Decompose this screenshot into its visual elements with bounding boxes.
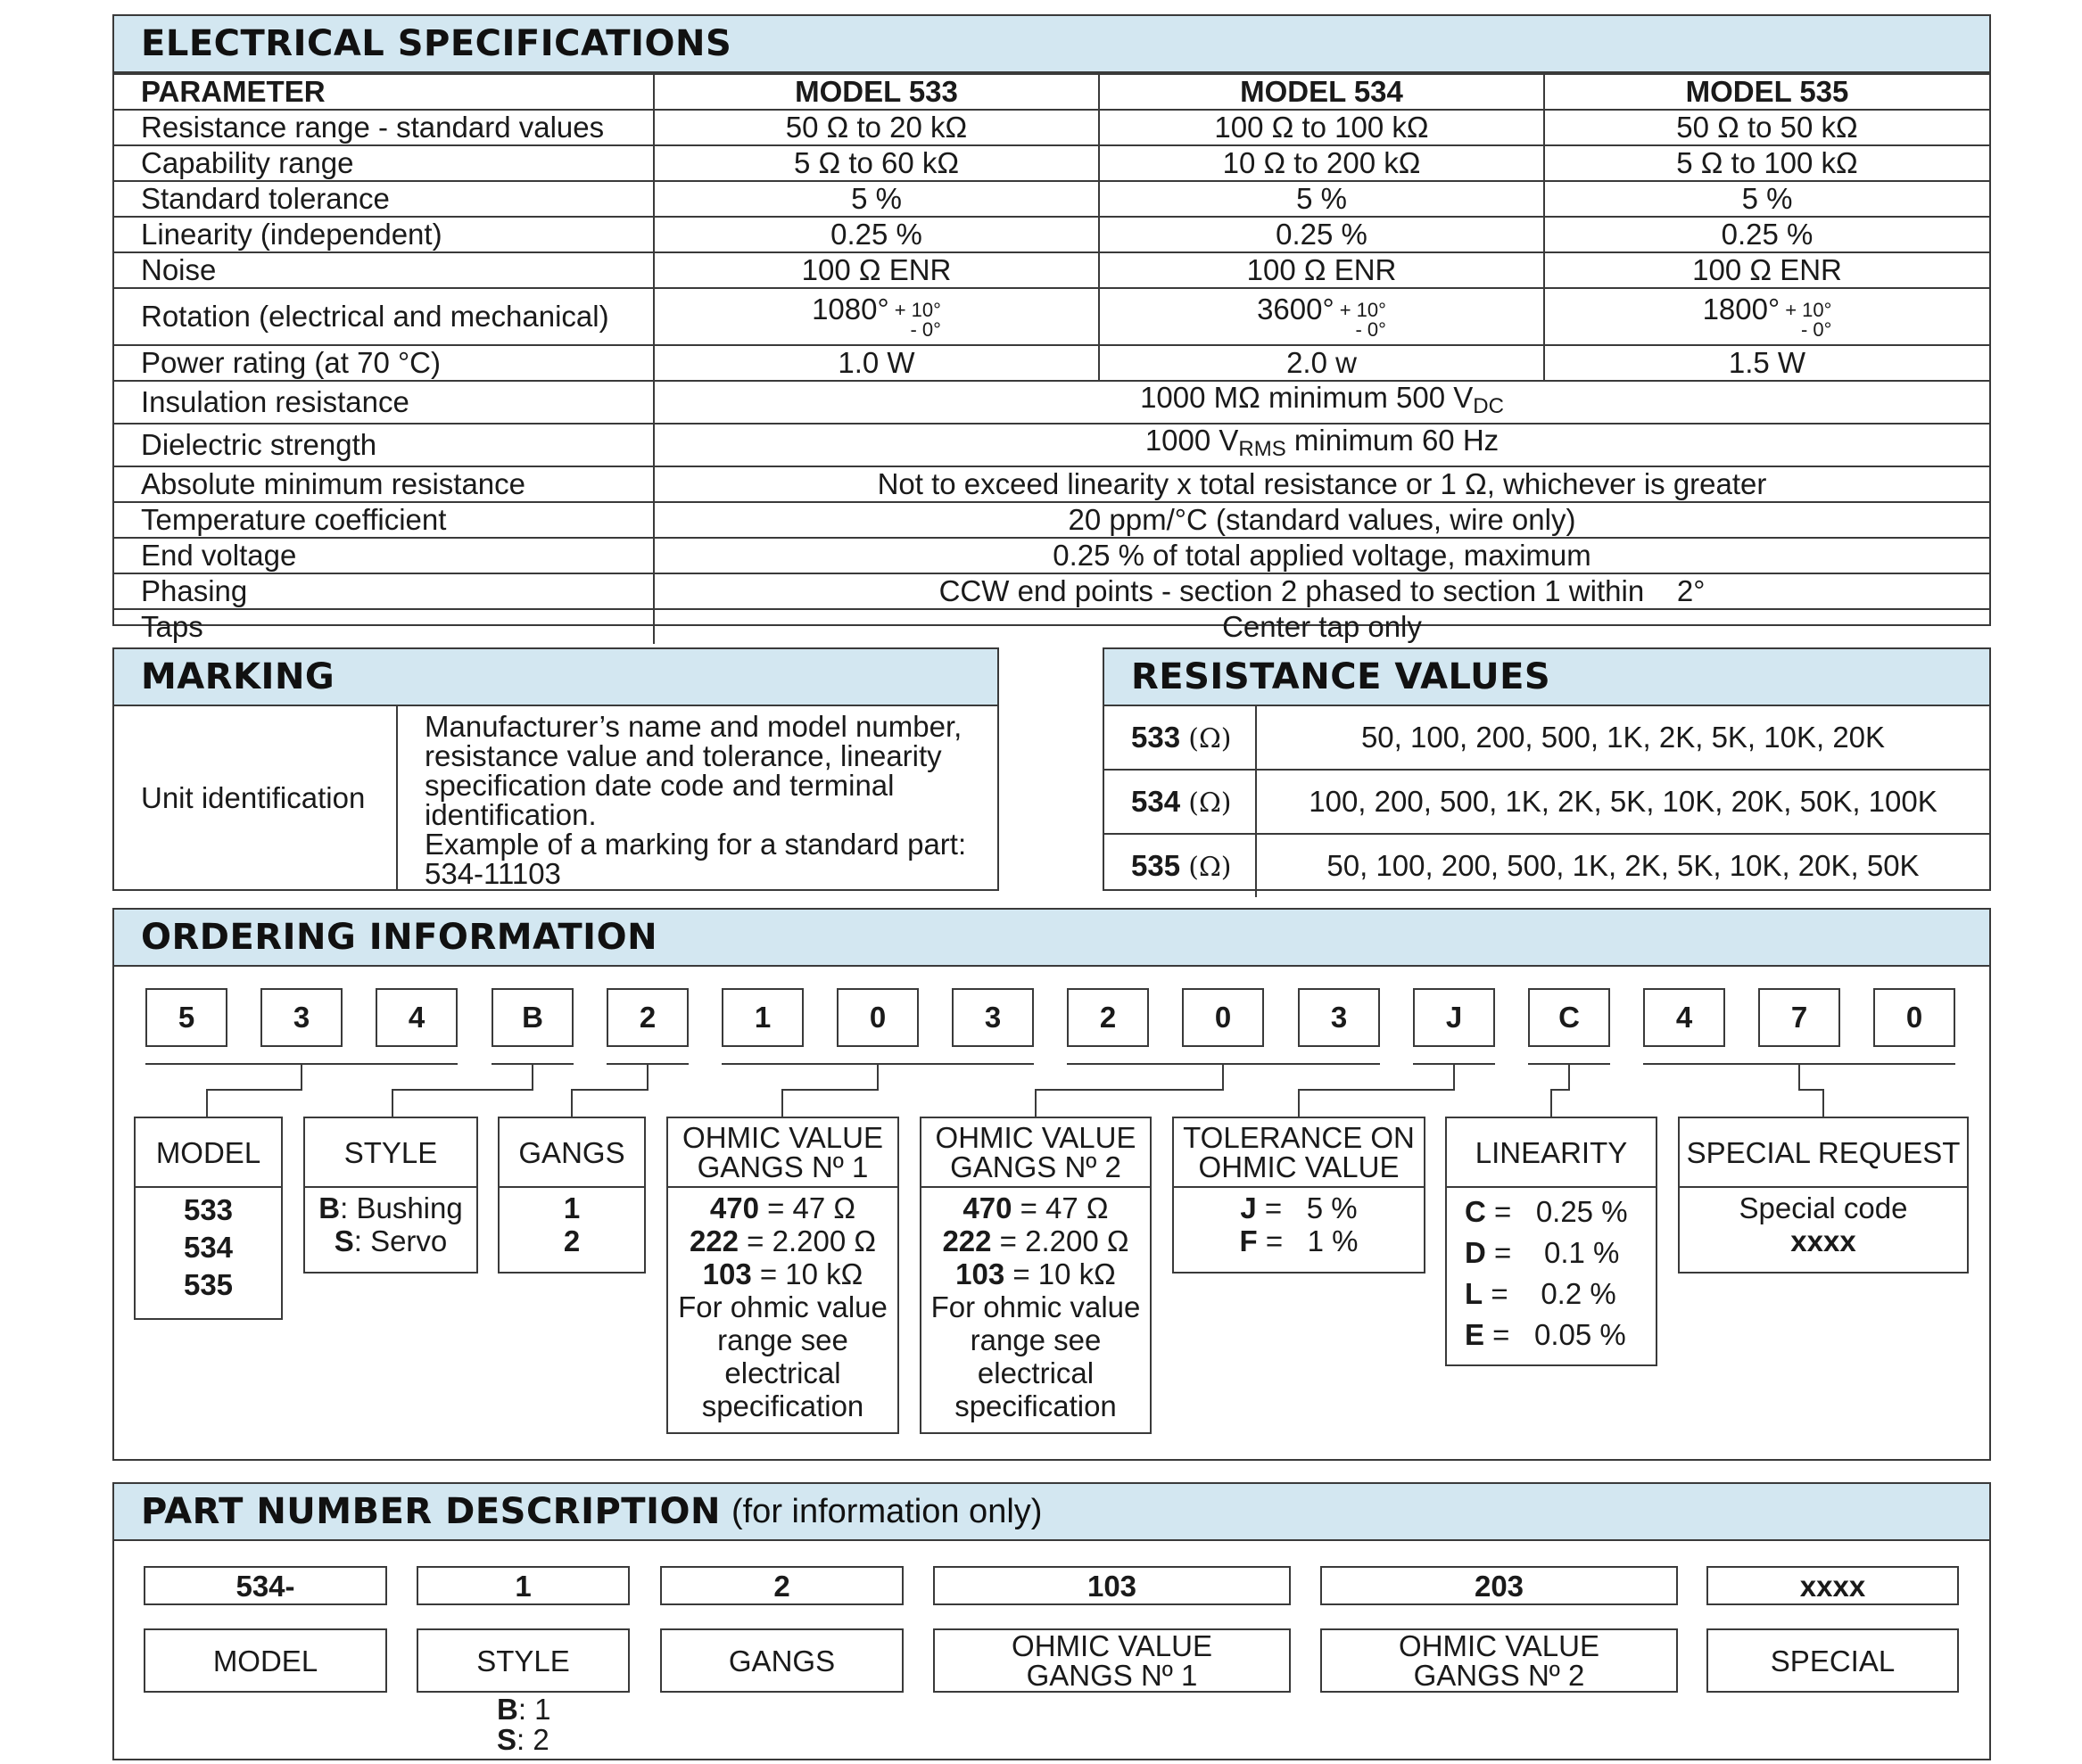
value-cell: 1000 MΩ minimum 500 $V_{DC}$ [654,381,1989,424]
model-cell: 533 (Ω) [1104,706,1256,770]
parameter-cell: Linearity (independent) [114,217,654,252]
ohmic-value-gangs-1-box [666,1117,899,1434]
ohmic-note: specification [954,1389,1117,1422]
tolerance-option: J = 5 % [1240,1191,1358,1224]
tolerance-plus: + 10° [1339,299,1386,321]
section-title: ELECTRICAL SPECIFICATIONS [141,23,732,64]
ohmic-code: 222 = 2.200 Ω [689,1224,877,1257]
section-title: RESISTANCE VALUES [1131,656,1551,697]
parameter-cell: Resistance range - standard values [114,110,654,145]
special-line: Special code [1739,1191,1908,1224]
values-cell: 50, 100, 200, 500, 1K, 2K, 5K, 10K, 20K, 50K [1256,834,1989,897]
part-code-box: 203 [1320,1566,1678,1605]
gangs-option: 2 [563,1224,581,1257]
parameter-cell: Phasing [114,573,654,609]
linearity-option: D = 0.1 % [1465,1236,1620,1269]
tolerance-minus: - 0° [910,318,941,341]
values-cell: 100, 200, 500, 1K, 2K, 5K, 10K, 20K, 50K, 100K [1256,770,1989,834]
marking-line: Example of a marking for a standard part: [425,828,967,861]
part-digit: 3 [1298,988,1380,1047]
gangs-heading: GANGS [500,1118,644,1188]
ohmic-note: For ohmic value [678,1290,888,1323]
part-digit: J [1413,988,1495,1047]
model-box [134,1117,283,1320]
model-cell: 535 (Ω) [1104,834,1256,897]
marking-label: Unit identification [114,706,398,890]
part-label-box: GANGS [660,1628,904,1693]
part-digit: 2 [1067,988,1149,1047]
part-label-box: MODEL [144,1628,387,1693]
part-digit: 7 [1758,988,1840,1047]
value-cell: 20 ppm/°C (standard values, wire only) [654,502,1989,538]
value-cell: 1.5 W [1544,345,1989,381]
value-cell: Center tap only [654,609,1989,644]
special-code: xxxx [1790,1224,1856,1257]
section-title: MARKING [141,656,335,697]
gangs-box [498,1117,646,1274]
parameter-cell: Temperature coefficient [114,502,654,538]
ohmic-note: specification [701,1389,864,1422]
tolerance-plus: + 10° [1785,299,1832,321]
marking-line: specification date code and terminal [425,769,895,802]
part-digit: 5 [145,988,227,1047]
value-cell: 5 Ω to 100 kΩ [1544,145,1989,181]
ohmic-code: 103 = 10 kΩ [955,1257,1116,1290]
part-digit: B [492,988,574,1047]
style-option: S: Servo [334,1224,448,1257]
part-code-box: xxxx [1706,1566,1959,1605]
linearity-heading: LINEARITY [1447,1118,1656,1188]
column-header: MODEL 534 [1099,74,1544,110]
part-digit: 2 [607,988,689,1047]
section-title: ORDERING INFORMATION [141,917,658,958]
tolerance-box [1172,1117,1425,1274]
part-label-box: OHMIC VALUE GANGS Nº 2 [1320,1628,1678,1693]
value-cell: 100 Ω ENR [654,252,1099,288]
value-cell: 5 Ω to 60 kΩ [654,145,1099,181]
parameter-cell: Dielectric strength [114,424,654,466]
marking-line: Manufacturer’s name and model number, [425,710,963,743]
value-cell: Not to exceed linearity x total resistance or 1 Ω, whichever is greater [654,466,1989,502]
linearity-box [1445,1117,1657,1366]
model-heading: MODEL [136,1118,281,1188]
part-digit: 3 [952,988,1034,1047]
section-subtitle: (for information only) [731,1492,1043,1530]
part-digit: 0 [1873,988,1955,1047]
ohmic-code: 103 = 10 kΩ [702,1257,863,1290]
part-digit: 0 [837,988,919,1047]
ohmic-note: electrical [724,1356,841,1389]
value-cell: 5 % [1544,181,1989,217]
value-cell: 50 Ω to 50 kΩ [1544,110,1989,145]
parameter-cell: Power rating (at 70 °C) [114,345,654,381]
value-cell: 0.25 % [1099,217,1544,252]
value-cell: 100 Ω ENR [1544,252,1989,288]
ohmic-note: range see [717,1323,848,1356]
part-digit: 1 [722,988,804,1047]
ohmic-value-gangs-2-box [920,1117,1152,1434]
value-cell: 50 Ω to 20 kΩ [654,110,1099,145]
ohmic-code: 470 = 47 Ω [709,1191,856,1224]
tolerance-option: F = 1 % [1239,1224,1359,1257]
part-digit: 3 [260,988,343,1047]
rotation-value: 1080° [812,293,889,326]
marking-line: 534-11103 [425,857,561,890]
linearity-option: C = 0.25 % [1465,1195,1628,1228]
parameter-cell: Taps [114,609,654,644]
part-digit: 0 [1182,988,1264,1047]
special-request-box [1678,1117,1969,1274]
parameter-cell: Capability range [114,145,654,181]
ohmic1-heading: OHMIC VALUE GANGS Nº 1 [668,1118,897,1188]
part-digit: 4 [1643,988,1725,1047]
value-cell: 1000 $V_{RMS}$ minimum 60 Hz [654,424,1989,466]
column-header: MODEL 535 [1544,74,1989,110]
style-box [303,1117,478,1274]
parameter-cell: Rotation (electrical and mechanical) [114,288,654,345]
style-heading: STYLE [305,1118,476,1188]
style-note: B: 1 S: 2 [497,1693,551,1756]
part-code-box: 2 [660,1566,904,1605]
tolerance-plus: + 10° [894,299,941,321]
values-cell: 50, 100, 200, 500, 1K, 2K, 5K, 10K, 20K [1256,706,1989,770]
part-number-panel [112,1482,1991,1760]
value-cell: 0.25 % [1544,217,1989,252]
marking-line: resistance value and tolerance, linearity [425,739,942,772]
ohmic-note: For ohmic value [930,1290,1141,1323]
value-cell: 5 % [654,181,1099,217]
column-header: PARAMETER [114,74,654,110]
part-code-box: 103 [933,1566,1291,1605]
ohmic2-heading: OHMIC VALUE GANGS Nº 2 [921,1118,1150,1188]
value-cell: 5 % [1099,181,1544,217]
value-cell: 0.25 % [654,217,1099,252]
value-cell: 10 Ω to 200 kΩ [1099,145,1544,181]
gangs-option: 1 [563,1191,581,1224]
model-option: 534 [183,1231,234,1264]
tolerance-minus: - 0° [1355,318,1386,341]
column-header: MODEL 533 [654,74,1099,110]
value-cell: 100 Ω to 100 kΩ [1099,110,1544,145]
special-request-heading: SPECIAL REQUEST [1680,1118,1967,1188]
part-code-box: 1 [417,1566,630,1605]
model-cell: 534 (Ω) [1104,770,1256,834]
part-label-box: SPECIAL [1706,1628,1959,1693]
parameter-cell: Noise [114,252,654,288]
tolerance-heading: TOLERANCE ON OHMIC VALUE [1174,1118,1424,1188]
model-option: 535 [183,1268,234,1301]
model-option: 533 [183,1193,234,1226]
ohmic-code: 222 = 2.200 Ω [942,1224,1129,1257]
part-code-box: 534- [144,1566,387,1605]
value-cell: CCW end points - section 2 phased to section 1 within 2° [654,573,1989,609]
part-number-header [114,1484,1989,1541]
section-title: PART NUMBER DESCRIPTION [141,1491,721,1532]
tolerance-minus: - 0° [1800,318,1832,341]
value-cell: 100 Ω ENR [1099,252,1544,288]
part-digit: C [1528,988,1610,1047]
part-label-box: OHMIC VALUE GANGS Nº 1 [933,1628,1291,1693]
ohmic-note: range see [970,1323,1102,1356]
ohmic-code: 470 = 47 Ω [963,1191,1109,1224]
parameter-cell: Standard tolerance [114,181,654,217]
marking-line: identification. [425,798,597,831]
style-option: B: Bushing [318,1191,463,1224]
linearity-option: E = 0.05 % [1465,1318,1626,1351]
parameter-cell: Absolute minimum resistance [114,466,654,502]
rotation-value: 3600° [1257,293,1334,326]
rotation-value: 1800° [1702,293,1780,326]
value-cell: 1.0 W [654,345,1099,381]
ohmic-note: electrical [977,1356,1095,1389]
linearity-option: L = 0.2 % [1465,1277,1616,1310]
part-label-box: STYLE [417,1628,630,1693]
parameter-cell: End voltage [114,538,654,573]
value-cell: 0.25 % of total applied voltage, maximum [654,538,1989,573]
value-cell: 2.0 w [1099,345,1544,381]
part-digit: 4 [376,988,458,1047]
parameter-cell: Insulation resistance [114,381,654,424]
